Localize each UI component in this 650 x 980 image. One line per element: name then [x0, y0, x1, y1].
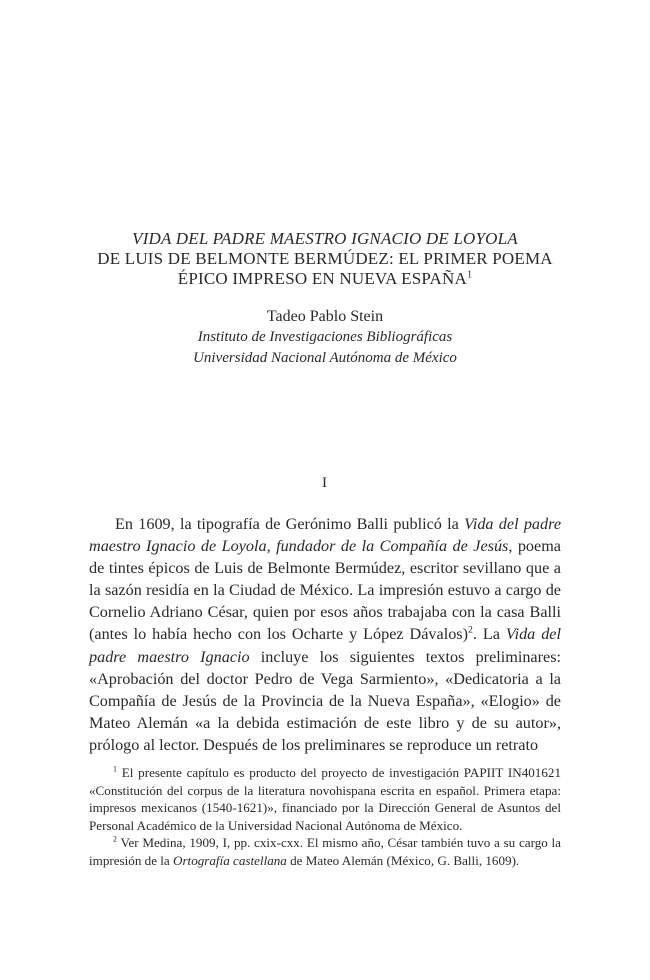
footnote-1-text: El presente capítulo es producto del proyecto de investigación PAPIIT IN401621 «Constitución del corpus de la literatura novohispana escrita en español. Primera etapa: impresos mexicanos (1540-1621)», financiado por la Dirección General de Asuntos del Personal Académico de la Universidad Nacional Autónoma de México.: [89, 765, 561, 833]
footnote-ref-1[interactable]: 1: [466, 269, 473, 281]
footnote-2-title: Ortografía castellana: [173, 852, 287, 868]
title-line-3-text: ÉPICO IMPRESO EN NUEVA ESPAÑA: [177, 269, 467, 288]
footnote-2: [89, 834, 561, 869]
book-title-short: Vida del padre maestro Ignacio: [89, 625, 561, 666]
author-university: Universidad Nacional Autónoma de México: [193, 350, 457, 366]
body-text-4: incluye los siguientes textos preliminares: «Aprobación del doctor Pedro de Vega Sarmiento», «Dedicatoria a la Compañía de Jesús de la Provincia de la Nueva España», «Elogio» de Mateo Alemán «a la debida estimación de este libro y de su autor», prólogo al lector. Después de los preliminares se reproduce un retrato: [89, 647, 561, 754]
title-line-3: [80, 269, 570, 289]
footnotes: [89, 764, 561, 870]
footnote-2-text-a: Ver Medina, 1909, I, pp. cxix-cxx. El mismo año, César también tuvo a su cargo la impresión de la: [89, 835, 561, 868]
title-line-2: DE LUIS DE BELMONTE BERMÚDEZ: EL PRIMER POEMA: [97, 249, 553, 268]
body-text-1: En 1609, la tipografía de Gerónimo Balli publicó la: [115, 515, 465, 533]
footnote-2-mark: 2: [113, 835, 117, 845]
body-paragraph: [89, 513, 561, 756]
footnote-1-mark: 1: [113, 764, 117, 774]
body-text-3: . La: [472, 625, 506, 644]
section-number: I: [322, 475, 328, 491]
footnote-1: [89, 764, 561, 834]
title-line-1: VIDA DEL PADRE MAESTRO IGNACIO DE LOYOLA: [132, 229, 518, 248]
book-title-full: Vida del padre maestro Ignacio de Loyola, fundador de la Compañía de Jesús: [89, 515, 562, 556]
author-name: Tadeo Pablo Stein: [266, 308, 384, 325]
chapter-title: [80, 229, 570, 289]
footnote-ref-2[interactable]: 2: [468, 625, 473, 637]
author-byline: [80, 306, 570, 369]
body-text-2: , poema de tintes épicos de Luis de Belmonte Bermúdez, escritor sevillano que a la sazón residía en la Ciudad de México. La impresión estuvo a cargo de Cornelio Adriano César, quien por esos años trabajaba con la casa Balli (antes lo había hecho con los Ocharte y López Dávalos): [89, 537, 561, 644]
footnote-2-text-c: de Mateo Alemán (México, G. Balli, 1609).: [286, 852, 520, 868]
author-institute: Instituto de Investigaciones Bibliográficas: [197, 329, 453, 345]
